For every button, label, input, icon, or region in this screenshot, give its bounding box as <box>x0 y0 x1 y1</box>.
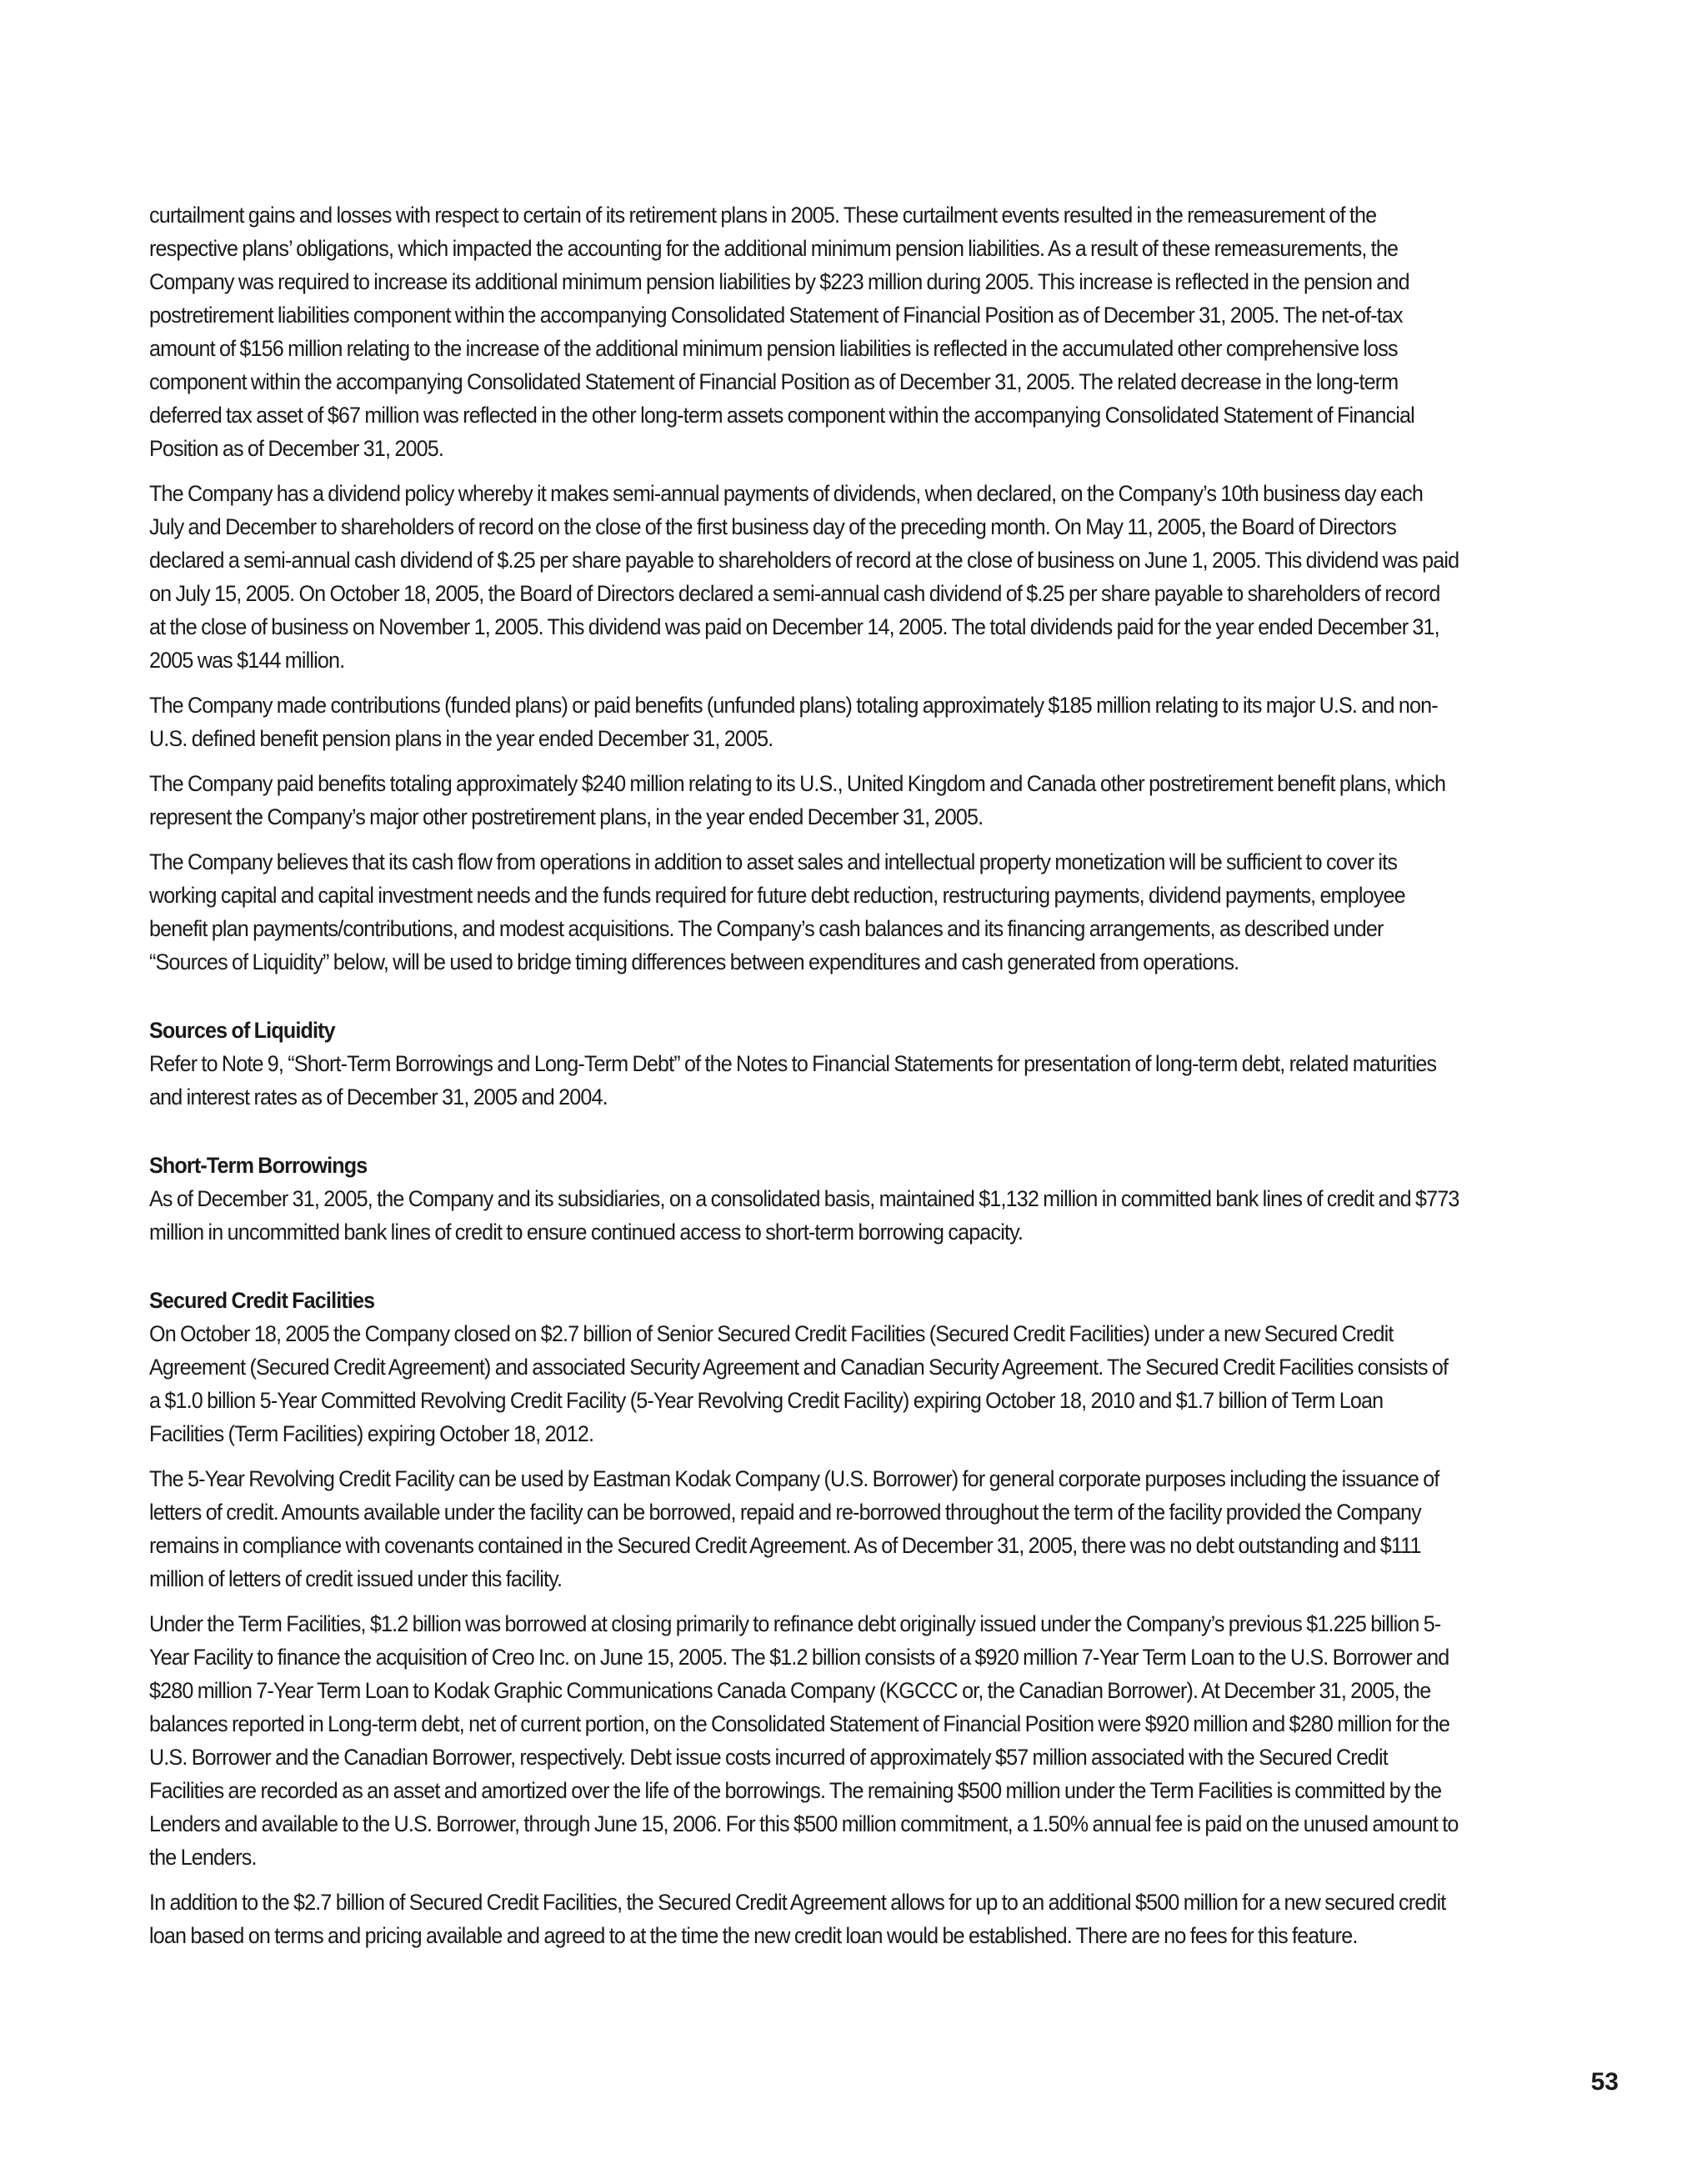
paragraph-secured-credit-closing: On October 18, 2005 the Company closed on $2.7 billion of Senior Secured Credit Facilities (Secured Credit Facilities) under a new Secured Credit Agreement (Secured Credit Agreement) and associated Security Agreement and Canadian Security Agreement. The Secured Credit Facilities consists of a $1.0 billion 5-Year Committed Revolving Credit Facility (5-Year Revolving Credit Facility) expiring October 18, 2010 and $1.7 billion of Term Loan Facilities (Term Facilities) expiring October 18, 2012. <box>149 1321 1449 1446</box>
paragraph-curtailment: curtailment gains and losses with respect to certain of its retirement plans in 2005. These curtailment events resulted in the remeasurement of the respective plans’ obligations, which impacted the accounting for the additional minimum pension liabilities. As a result of these remeasurements, the Company was required to increase its additional minimum pension liabilities by $223 million during 2005. This increase is reflected in the pension and postretirement liabilities component within the accompanying Consolidated Statement of Financial Position as of December 31, 2005. The net-of-tax amount of $156 million relating to the increase of the additional minimum pension liabilities is reflected in the accumulated other comprehensive loss component within the accompanying Consolidated Statement of Financial Position as of December 31, 2005. The related decrease in the long-term deferred tax asset of $67 million was reflected in the other long-term assets component within the accompanying Consolidated Statement of Financial Position as of December 31, 2005. <box>149 203 1414 461</box>
heading-secured-credit-facilities: Secured Credit Facilities <box>149 1288 375 1313</box>
paragraph-term-facilities: Under the Term Facilities, $1.2 billion was borrowed at closing primarily to refinance debt originally issued under the Company’s previous $1.225 billion 5-Year Facility to finance the acquisition of Creo Inc. on June 15, 2005. The $1.2 billion consists of a $920 million 7-Year Term Loan to the U.S. Borrower and $280 million 7-Year Term Loan to Kodak Graphic Communications Canada Company (KGCCC or, the Canadian Borrower). At December 31, 2005, the balances reported in Long-term debt, net of current portion, on the Consolidated Statement of Financial Position were $920 million and $280 million for the U.S. Borrower and the Canadian Borrower, respectively. Debt issue costs incurred of approximately $57 million associated with the Secured Credit Facilities are recorded as an asset and amortized over the life of the borrowings. The remaining $500 million under the Term Facilities is committed by the Lenders and available to the U.S. Borrower, through June 15, 2006. For this $500 million commitment, a 1.50% annual fee is paid on the unused amount to the Lenders. <box>149 1611 1459 1870</box>
paragraph-additional-credit-loan: In addition to the $2.7 billion of Secured Credit Facilities, the Secured Credit Agreement allows for up to an additional $500 million for a new secured credit loan based on terms and pricing available and agreed to at the time the new credit loan would be established. There are no fees for this feature. <box>149 1890 1446 1948</box>
paragraph-revolving-credit-facility: The 5-Year Revolving Credit Facility can be used by Eastman Kodak Company (U.S. Borrower) for general corporate purposes including the issuance of letters of credit. Amounts available under the facility can be borrowed, repaid and re-borrowed throughout the term of the facility provided the Company remains in compliance with covenants contained in the Secured Credit Agreement. As of December 31, 2005, there was no debt outstanding and $111 million of letters of credit issued under this facility. <box>149 1466 1439 1591</box>
paragraph-short-term-borrowings: As of December 31, 2005, the Company and its subsidiaries, on a consolidated basis, maintained $1,132 million in committed bank lines of credit and $773 million in uncommitted bank lines of credit to ensure continued access to short-term borrowing capacity. <box>149 1186 1459 1245</box>
paragraph-pension-contributions: The Company made contributions (funded plans) or paid benefits (unfunded plans) totaling approximately $185 million relating to its major U.S. and non-U.S. defined benefit pension plans in the year ended December 31, 2005. <box>149 693 1438 751</box>
heading-short-term-borrowings: Short-Term Borrowings <box>149 1153 368 1178</box>
page-number: 53 <box>1590 2068 1619 2096</box>
page-body <box>149 198 1459 1964</box>
paragraph-cash-flow: The Company believes that its cash flow from operations in addition to asset sales and intellectual property monetization will be sufficient to cover its working capital and capital investment needs and the funds required for future debt reduction, restructuring payments, dividend payments, employee benefit plan payments/contributions, and modest acquisitions. The Company’s cash balances and its financing arrangements, as described under “Sources of Liquidity” below, will be used to bridge timing differences between expenditures and cash generated from operations. <box>149 849 1405 974</box>
paragraph-dividend-policy: The Company has a dividend policy whereby it makes semi-annual payments of dividends, when declared, on the Company’s 10th business day each July and December to shareholders of record on the close of the first business day of the preceding month. On May 11, 2005, the Board of Directors declared a semi-annual cash dividend of $.25 per share payable to shareholders of record at the close of business on June 1, 2005. This dividend was paid on July 15, 2005. On October 18, 2005, the Board of Directors declared a semi-annual cash dividend of $.25 per share payable to shareholders of record at the close of business on November 1, 2005. This dividend was paid on December 14, 2005. The total dividends paid for the year ended December 31, 2005 was $144 million. <box>149 481 1459 673</box>
paragraph-sources-of-liquidity: Refer to Note 9, “Short-Term Borrowings and Long-Term Debt” of the Notes to Financial Statements for presentation of long-term debt, related maturities and interest rates as of December 31, 2005 and 2004. <box>149 1051 1437 1110</box>
paragraph-postretirement-benefits: The Company paid benefits totaling approximately $240 million relating to its U.S., United Kingdom and Canada other postretirement benefit plans, which represent the Company’s major other postretirement plans, in the year ended December 31, 2005. <box>149 771 1446 829</box>
heading-sources-of-liquidity: Sources of Liquidity <box>149 1018 335 1043</box>
